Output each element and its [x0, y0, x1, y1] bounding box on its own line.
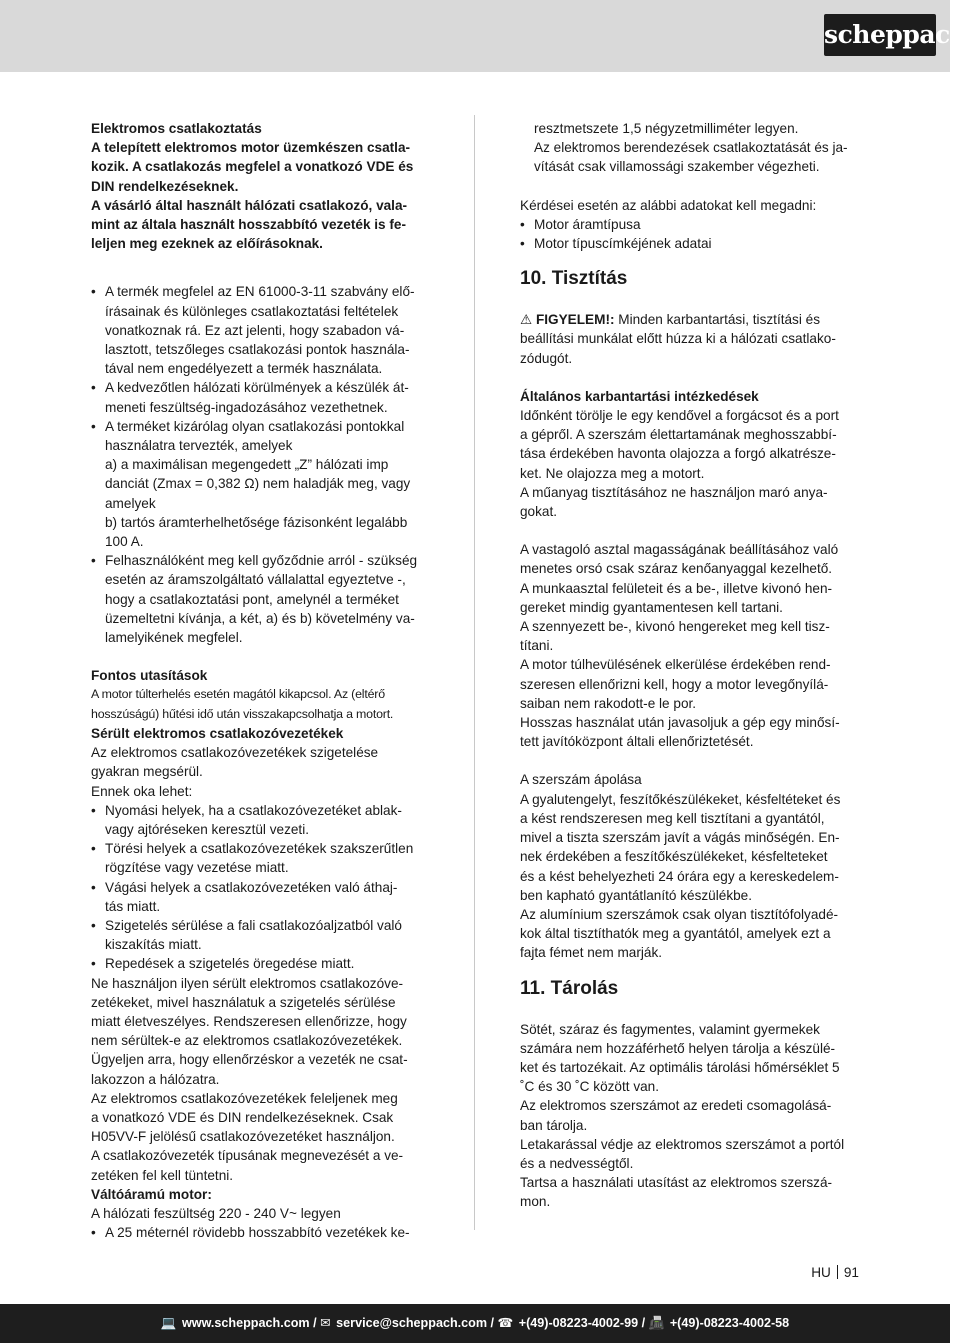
questions-bullets — [520, 215, 860, 253]
damaged-title: Sérült elektromos csatlakozóvezetékek — [91, 725, 344, 741]
text-line: Az elektromos berendezések csatlakoztatását és ja- — [534, 140, 848, 156]
text-line: A gyalutengelyt, feszítőkészülékeket, késfeltéteket és — [520, 791, 841, 807]
left-column — [91, 119, 430, 1242]
fax-icon: 📠 — [648, 1316, 665, 1330]
text-line: miatt életveszélyes. Rendszeresen ellenőrizze, hogy — [91, 1013, 407, 1029]
general-text — [520, 406, 860, 521]
tool-title: A szerszám ápolása — [520, 772, 642, 788]
text-line: mint az általa használt hosszabbító vezeték is fe- — [91, 217, 407, 233]
text-line: Ügyeljen arra, hogy ellenőrzéskor a vezeték ne csat- — [91, 1052, 408, 1068]
continued-text — [520, 119, 860, 177]
questions-line: Kérdései esetén az alábbi adatokat kell megadni: — [520, 197, 817, 213]
text-line: ban tárolja. — [520, 1117, 588, 1133]
text-line: gyakran megsérül. — [91, 764, 203, 780]
text-line: zetékeket, mivel használatuk a szigetelés sérülése — [91, 994, 396, 1010]
text-line: Az elektromos csatlakozóvezetékek feleljenek meg — [91, 1090, 398, 1106]
text-line: a kést rendszeresen meg kell tisztítani a gyantától, — [520, 810, 825, 826]
damaged-text — [91, 743, 430, 801]
text-line: esetén az áramszolgáltató vállalattal egyeztetve -, — [105, 572, 406, 588]
text-line: tett javítóközpont általi ellenőriztetését. — [520, 734, 754, 750]
computer-icon: 💻 — [160, 1316, 177, 1330]
text-line: Időnként törölje le egy kendővel a forgácsot és a port — [520, 408, 839, 424]
text-line: Sötét, száraz és fagymentes, valamint gyermekek — [520, 1021, 820, 1037]
text-line: tása érdekében havonta olajozza a forgó alkatrésze- — [520, 446, 836, 462]
text-line: DIN rendelkezéseknek. — [91, 178, 239, 194]
text-line: A motor túlhevülésének elkerülése érdekében rend- — [520, 657, 831, 673]
text-line: nek érdekében a feszítőkészülékeket, késfelteteket — [520, 849, 828, 865]
text-line: gokat. — [520, 504, 558, 520]
text-line: danciát (Zmax = 0,382 Ω) nem haladják meg, vagy — [105, 476, 411, 492]
important-title: Fontos utasítások — [91, 668, 208, 684]
text-line: Ennek oka lehet: — [91, 783, 193, 799]
text-line: hosszúságú) hűtési idő után visszakapcsolhatja a motort. — [91, 706, 394, 721]
page-footer: 💻 www.scheppach.com / ✉ service@scheppach.com / ☎ +(49)-08223-4002-99 / 📠 +(49)-08223-4002-58 — [0, 1304, 950, 1343]
list-item — [91, 839, 430, 877]
text-line: nem sérültek-e az elektromos csatlakozóvezetékek. — [91, 1033, 403, 1049]
text-line: 100 A. — [105, 534, 144, 550]
text-line: • Törési helyek a csatlakozóvezetékek szakszerűtlen — [105, 841, 414, 857]
table-text — [520, 540, 860, 751]
text-line: • Vágási helyek a csatlakozóvezetéken való áthaj- — [105, 879, 398, 895]
text-line: kiszakítás miatt. — [105, 937, 202, 953]
text-line: fajta fémet nem marják. — [520, 945, 663, 961]
important-text — [91, 685, 430, 723]
list-item — [91, 417, 430, 551]
text-line: szeresen ellenőrizni kell, hogy a motor levegőnyílá- — [520, 676, 829, 692]
footer-fax: +(49)-08223-4002-58 — [669, 1316, 790, 1330]
warning-block — [520, 310, 860, 368]
text-line: tás miatt. — [105, 898, 161, 914]
list-item: • Motor típuscímkéjének adatai — [520, 234, 860, 253]
warning-rest: Minden karbantartási, tisztítási és — [614, 312, 821, 328]
text-line: ket. Ne olajozza meg a motort. — [520, 465, 705, 481]
text-line: • A kedvezőtlen hálózati körülmények a készülék át- — [105, 380, 409, 396]
text-line: Hosszas használat után javasoljuk a gép egy minősí- — [520, 715, 840, 731]
text-line: A vásárló által használt hálózati csatlakozó, vala- — [91, 197, 408, 213]
text-line: írásainak és különleges csatlakoztatási feltételek — [105, 303, 399, 319]
text-line: ˚C és 30 ˚C között van. — [520, 1079, 660, 1095]
text-line: üzemeltetni kívánja, a két, a) és b) követelmény va- — [105, 610, 415, 626]
text-line: lamelyikének megfelel. — [105, 630, 243, 646]
text-line: meneti feszültség-ingadozásához vezethetnek. — [105, 399, 388, 415]
ac-line: A hálózati feszültség 220 - 240 V~ legyen — [91, 1205, 341, 1221]
bullets-damage — [91, 801, 430, 974]
text-line: títani. — [520, 638, 554, 654]
list-item — [91, 551, 430, 647]
text-line: A vastagoló asztal magasságának beállításához való — [520, 542, 839, 558]
electric-bold-block — [91, 138, 430, 253]
text-line: tával nem engedélyezett a termék használata. — [105, 361, 383, 377]
list-item — [91, 378, 430, 416]
text-line: a gépről. A szerszám élettartamának meghosszabbí- — [520, 427, 837, 443]
text-line: Az elektromos csatlakozóvezetékek szigetelése — [91, 745, 379, 761]
general-title: Általános karbantartási intézkedések — [520, 388, 759, 404]
text-line: A szennyezett be-, kivonó hengereket meg kell tisz- — [520, 619, 830, 635]
text-line: A munkaasztal felületeit és a be-, illetve kivonó hen- — [520, 580, 833, 596]
page-lang: HU — [811, 1265, 831, 1280]
text-line: • A terméket kizárólag olyan csatlakozási pontokkal — [105, 418, 405, 434]
storage-text — [520, 1020, 860, 1212]
text-line: és a nedvességtől. — [520, 1155, 634, 1171]
text-line: a) a maximálisan megengedett „Z” hálózati imp — [105, 457, 389, 473]
list-item — [91, 801, 430, 839]
ac-title: Váltóáramú motor: — [91, 1186, 212, 1202]
text-line: Ne használjon ilyen sérült elektromos csatlakozóve- — [91, 975, 404, 991]
text-line: Az elektromos szerszámot az eredeti csomagolásá- — [520, 1098, 832, 1114]
phone-icon: ☎ — [497, 1316, 514, 1330]
column-divider — [474, 115, 475, 1230]
warning-lines — [520, 329, 860, 367]
text-line: • Nyomási helyek, ha a csatlakozóvezetéket ablak- — [105, 802, 402, 818]
text-line: b) tartós áramterhelhetősége fázisonként legalább — [105, 514, 408, 530]
page-number — [811, 1265, 859, 1280]
text-line: • A termék megfelel az EN 61000-3-11 szabvány elő- — [105, 284, 415, 300]
bullets-standard — [91, 282, 430, 647]
text-line: lasztott, tetszőleges csatlakozási pontok használa- — [105, 342, 410, 358]
after-text — [91, 974, 430, 1185]
text-line: A műanyag tisztításához ne használjon maró anya- — [520, 484, 828, 500]
text-line: H05VV-F jelölésű csatlakozóvezetéket használjon. — [91, 1129, 395, 1145]
text-line: mon. — [520, 1194, 551, 1210]
text-line: kozik. A csatlakozás megfelel a vonatkozó VDE és — [91, 159, 414, 175]
page-num: 91 — [843, 1265, 859, 1280]
list-item — [91, 878, 430, 916]
text-line: a vonatkozó VDE és DIN rendelkezéseknek. Csak — [91, 1109, 394, 1125]
section-11-heading: 11. Tárolás — [520, 977, 619, 999]
footer-web[interactable]: www.scheppach.com — [181, 1316, 310, 1330]
right-column — [520, 119, 860, 1212]
text-line: Tartsa a használati utasítást az elektromos szerszá- — [520, 1175, 833, 1191]
page-header — [0, 0, 967, 72]
text-line: rögzítése vagy vezetése miatt. — [105, 860, 289, 876]
scheppach-logo: scheppach — [824, 14, 936, 56]
section-10-heading: 10. Tisztítás — [520, 268, 628, 290]
text-line: menetes orsó csak száraz kenőanyaggal kezelhető. — [520, 561, 833, 577]
electric-title: Elektromos csatlakoztatás — [91, 121, 262, 136]
text-line: leljen meg ezeknek az előírásoknak. — [91, 236, 323, 252]
text-line: számára nem hozzáférhető helyen tárolja a készülé- — [520, 1040, 836, 1056]
text-line: • Szigetelés sérülése a fali csatlakozóaljzatból való — [105, 917, 402, 933]
ac-bullet: • A 25 méternél rövidebb hosszabbító vezetékek ke- — [91, 1223, 430, 1242]
text-line: lakozzon a hálózatra. — [91, 1071, 220, 1087]
text-line: vítását csak villamossági szakember végezheti. — [534, 159, 820, 175]
list-item — [91, 916, 430, 954]
text-line: és a kést behelyezheti 24 órára egy a kereskedelem- — [520, 868, 839, 884]
text-line: hogy a csatlakoztatási pont, amelynél a terméket — [105, 591, 399, 607]
text-line: amelyek — [105, 495, 156, 511]
text-line: vonatkoznak rá. Ez azt jelenti, hogy szabadon vá- — [105, 322, 405, 338]
warning-label: ⚠ FIGYELEM!: — [520, 312, 615, 328]
mail-icon: ✉ — [320, 1316, 331, 1330]
tool-text — [520, 790, 860, 963]
list-item: • Motor áramtípusa — [520, 215, 860, 234]
text-line: ben kapható gyantátlanító készülékbe. — [520, 887, 753, 903]
text-line: zódugót. — [520, 350, 573, 366]
text-line: kok által tisztíthatók meg a gyantától, amelyek ezt a — [520, 926, 831, 942]
text-line: Az alumínium szerszámok csak olyan tisztítófolyadé- — [520, 906, 839, 922]
footer-phone: +(49)-08223-4002-99 — [518, 1316, 639, 1330]
footer-mail[interactable]: service@scheppach.com — [336, 1316, 488, 1330]
list-item — [91, 954, 430, 973]
text-line: • Repedések a szigetelés öregedése miatt. — [105, 956, 355, 972]
list-item — [91, 282, 430, 378]
text-line: ket és tartozékait. Az optimális tárolási hőmérséklet 5 — [520, 1059, 840, 1075]
text-line: saiban nem rakodott-e le por. — [520, 695, 697, 711]
text-line: A telepített elektromos motor üzemkészen csatla- — [91, 140, 411, 156]
text-line: beállítási munkálat előtt húzza ki a hálózati csatlako- — [520, 331, 836, 347]
text-line: mivel a tiszta szerszám javít a vágás minőségén. En- — [520, 830, 840, 846]
text-line: Letakarással védje az elektromos szerszámot a portól — [520, 1136, 845, 1152]
text-line: használatra tervezték, amelyek — [105, 438, 293, 454]
text-line: A csatlakozóvezeték típusának megnevezését a ve- — [91, 1148, 404, 1164]
text-line: zetéken fel kell tüntetni. — [91, 1167, 234, 1183]
text-line: A motor túlterhelés esetén magától kikapcsol. Az (eltérő — [91, 687, 385, 702]
text-line: • Felhasználóként meg kell győződnie arról - szükség — [105, 553, 418, 569]
text-line: resztmetszete 1,5 négyzetmilliméter legyen. — [534, 121, 799, 136]
text-line: gereket mindig gyantamentesen kell tartani. — [520, 599, 783, 615]
text-line: vagy ajtóréseken keresztül vezeti. — [105, 821, 310, 837]
